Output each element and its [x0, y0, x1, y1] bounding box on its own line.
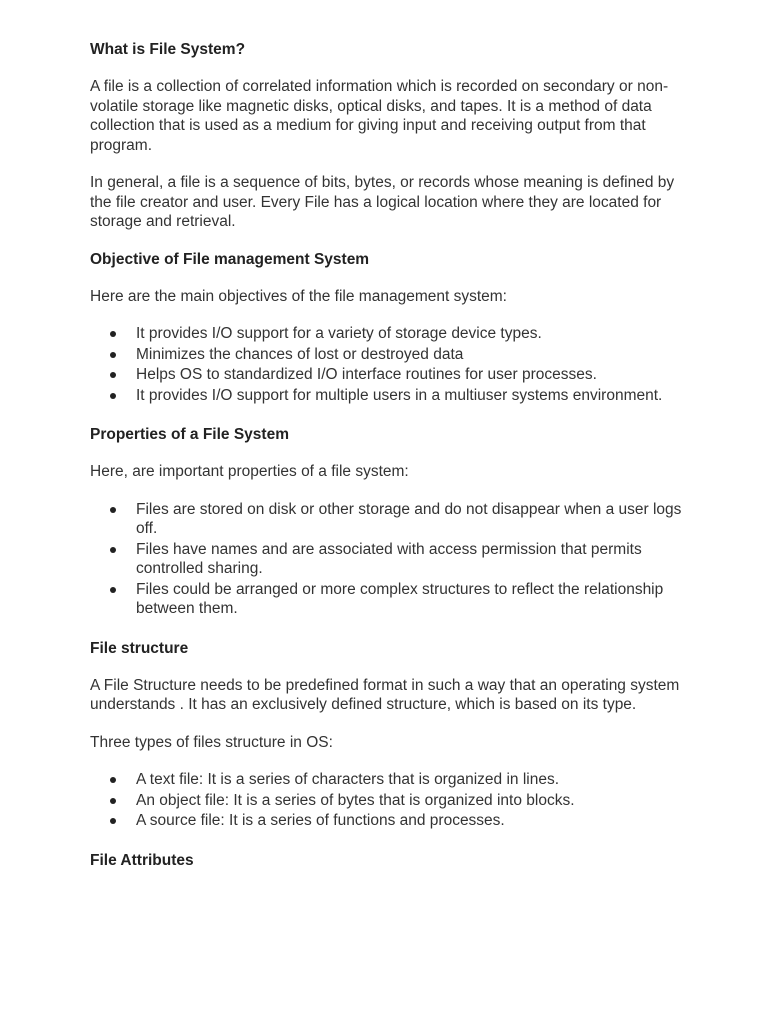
heading-file-structure: File structure: [90, 639, 189, 657]
list-item: It provides I/O support for multiple users in a multiuser systems environment.: [136, 386, 690, 406]
paragraph-structure-types-intro: Three types of files structure in OS:: [90, 733, 333, 751]
paragraph-file-sequence: In general, a file is a sequence of bits, bytes, or records whose meaning is defined by the file creator and user. Every File has a logical location where they are located for storage and retrieval.: [90, 174, 675, 230]
document-page: [90, 40, 690, 888]
list-item: Files are stored on disk or other storage and do not disappear when a user logs off.: [136, 500, 690, 539]
paragraph-objectives-intro: Here are the main objectives of the file management system:: [90, 287, 507, 305]
paragraph-properties-intro: Here, are important properties of a file system:: [90, 463, 409, 480]
list-item: An object file: It is a series of bytes that is organized into blocks.: [136, 791, 690, 811]
list-item: It provides I/O support for a variety of storage device types.: [136, 324, 690, 344]
list-item: Helps OS to standardized I/O interface routines for user processes.: [136, 365, 690, 385]
paragraph-file-structure: A File Structure needs to be predefined format in such a way that an operating system understands . It has an exclusively defined structure, which is based on its type.: [90, 676, 680, 713]
heading-properties-file-system: Properties of a File System: [90, 426, 289, 443]
heading-what-is-file-system: What is File System?: [90, 41, 246, 58]
list-item: Files could be arranged or more complex structures to reflect the relationship between them.: [136, 580, 690, 619]
list-item: Files have names and are associated with access permission that permits controlled sharing.: [136, 540, 690, 579]
objectives-list: [90, 324, 690, 405]
properties-list: [90, 500, 690, 619]
paragraph-file-definition: A file is a collection of correlated information which is recorded on secondary or non-volatile storage like magnetic disks, optical disks, and tapes. It is a method of data collection that is used as a medium for giving input and receiving output from that program.: [90, 78, 669, 154]
list-item: A source file: It is a series of functions and processes.: [136, 811, 690, 831]
list-item: Minimizes the chances of lost or destroyed data: [136, 345, 690, 365]
list-item: A text file: It is a series of characters that is organized in lines.: [136, 770, 690, 790]
structure-types-list: [90, 770, 690, 831]
heading-objective-file-management: Objective of File management System: [90, 250, 370, 268]
heading-file-attributes: File Attributes: [90, 851, 194, 869]
